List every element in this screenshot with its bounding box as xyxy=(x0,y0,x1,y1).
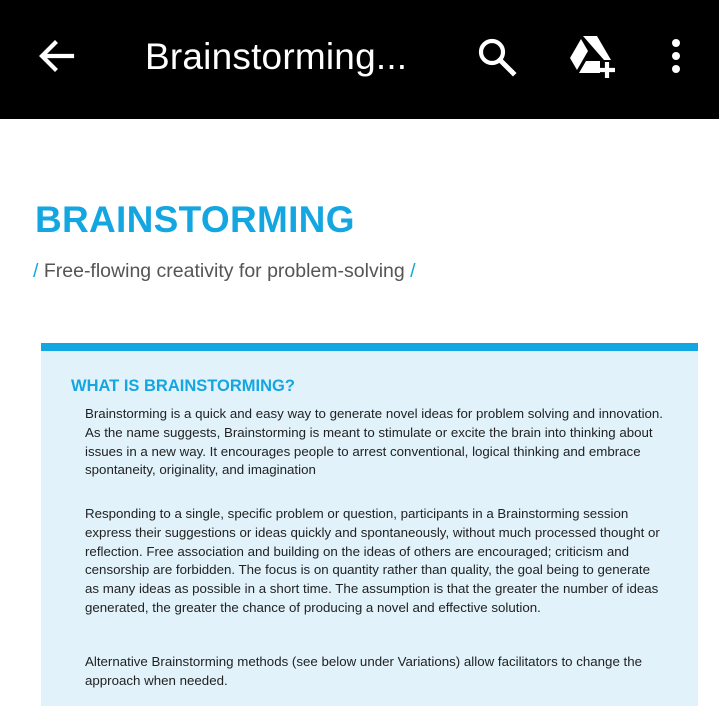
subtitle-close-slash: / xyxy=(410,260,416,282)
document-subtitle xyxy=(33,258,416,284)
search-button[interactable] xyxy=(474,34,518,78)
arrow-left-icon xyxy=(34,34,78,78)
more-vert-icon xyxy=(660,34,692,78)
add-to-drive-icon xyxy=(566,32,616,80)
info-box xyxy=(41,343,698,706)
search-icon xyxy=(474,34,518,78)
paragraph-1: Brainstorming is a quick and easy way to generate novel ideas for problem solving and innovation. As the name suggests, Brainstorming is meant to stimulate or excite the brain into thinking about issues in a new way. It encourages people to arrest conventional, logical thinking and embrace spontaneity, originality, and imagination xyxy=(85,406,664,478)
app-bar xyxy=(0,0,719,119)
section-title: WHAT IS BRAINSTORMING? xyxy=(71,377,295,395)
more-options-button[interactable] xyxy=(660,34,692,78)
document-title: Brainstorming... xyxy=(145,36,408,77)
subtitle-text: Free-flowing creativity for problem-solving xyxy=(43,260,405,282)
paragraph-3: Alternative Brainstorming methods (see below under Variations) allow facilitators to change the approach when needed. xyxy=(85,654,643,688)
paragraph-2: Responding to a single, specific problem or question, participants in a Brainstorming session express their suggestions or ideas quickly and spontaneously, without much processed thought or reflection. Free association and building on the ideas of others are encouraged; criticism and censorship are forbidden. The focus is on quantity rather than quality, the goal being to generate as many ideas as possible in a short time. The assumption is that the greater the number of ideas generated, the greater the chance of producing a novel and effective solution. xyxy=(85,506,660,615)
document-page xyxy=(0,119,719,698)
back-button[interactable] xyxy=(34,34,78,78)
document-heading: BRAINSTORMING xyxy=(35,199,355,240)
add-to-drive-button[interactable] xyxy=(566,32,616,80)
subtitle-open-slash: / xyxy=(33,260,39,282)
